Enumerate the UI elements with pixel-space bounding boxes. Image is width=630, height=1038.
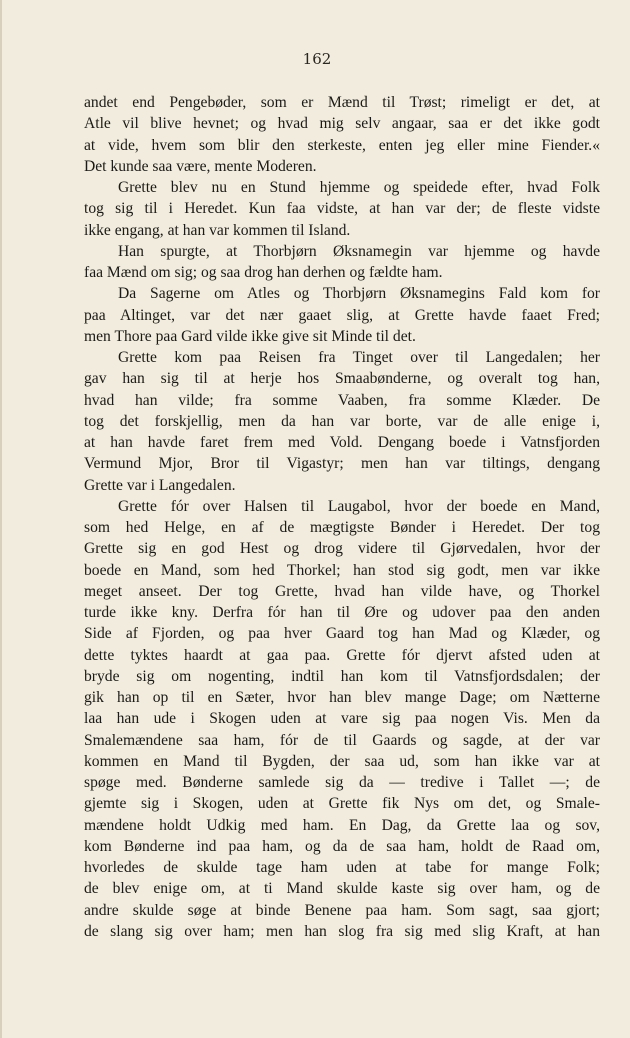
text-line: at han havde faret frem med Vold. Dengang boede i Vatnsfjorden [84,434,600,451]
text-line: Grette var i Langedalen. [84,476,236,494]
text-line: gav han sig til at herje hos Smaabønderne, og overalt tog han, [84,370,600,388]
body-text [84,92,600,942]
text-line: Grette sig en god Hest og drog videre til Gjørvedalen, hvor der [84,540,600,558]
text-line: andre skulde søge at binde Benene paa ham. Som sagt, saa gjort; [84,901,600,919]
text-line: laa han ude i Skogen uden at vare sig paa nogen Vis. Men da [84,710,600,728]
text-line: Grette fór over Halsen til Laugabol, hvor der boede en Mand, [118,497,600,515]
text-line: meget anseet. Der tog Grette, hvad han vilde have, og Thorkel [84,582,600,600]
text-line: faa Mænd om sig; og saa drog han derhen og fældte ham. [84,264,443,281]
text-line: paa Altinget, var det nær gaaet slig, at Grette havde faaet Fred; [84,306,600,324]
text-line: Smalemændene saa ham, fór de til Gaards og sagde, at der var [84,731,600,749]
text-line: Atle vil blive hevnet; og hvad mig selv angaar, saa er det ikke godt [84,115,600,133]
text-line: Grette blev nu en Stund hjemme og speidede efter, hvad Folk [118,179,600,196]
text-line: bryde sig om nogenting, indtil han kom til Vatnsfjordsdalen; der [84,667,600,685]
text-line: Da Sagerne om Atles og Thorbjørn Øksnamegins Fald kom for [118,285,600,303]
text-line: tog det forskjellig, men da han var borte, var de alle enige i, [84,412,600,430]
text-line: gik han op til en Sæter, hvor han blev mange Dage; om Nætterne [84,689,600,706]
text-line: dette tyktes haardt at gaa paa. Grette fór djervt afsted uden at [84,646,600,664]
text-line: kommen en Mand til Bygden, der saa ud, som han ikke var at [84,752,600,770]
text-line: hvad han vilde; fra somme Vaaben, fra somme Klæder. De [84,391,600,409]
text-line: spøge med. Bønderne samlede sig da — tredive i Tallet —; de [84,774,600,791]
text-line: de blev enige om, at ti Mand skulde kaste sig over ham, og de [84,880,600,898]
text-line: de slang sig over ham; men han slog fra sig med slig Kraft, at han [84,922,600,940]
text-line: mændene holdt Udkig med ham. En Dag, da Grette laa og sov, [84,816,600,834]
text-line: boede en Mand, som hed Thorkel; han stod sig godt, men var ikke [84,561,600,579]
text-line: ikke engang, at han var kommen til Island. [84,221,351,239]
text-line: tog sig til i Heredet. Kun faa vidste, at han var der; de fleste vidste [84,200,600,218]
text-line: at vide, hvem som blir den sterkeste, enten jeg eller mine Fiender.« [84,136,600,154]
text-line: gjemte sig i Skogen, uden at Grette fik Nys om det, og Smale- [84,795,600,813]
text-line: Grette kom paa Reisen fra Tinget over til Langedalen; her [118,349,600,366]
text-line: Side af Fjorden, og paa hver Gaard tog han Mad og Klæder, og [84,625,600,643]
text-line: kom Bønderne ind paa ham, og da de saa ham, holdt de Raad om, [84,837,600,855]
text-line: andet end Pengebøder, som er Mænd til Trøst; rimeligt er det, at [84,94,600,111]
text-line: Vermund Mjor, Bror til Vigastyr; men han var tiltings, dengang [84,455,600,473]
text-line: som hed Helge, en af de mægtigste Bønder i Heredet. Der tog [84,519,600,536]
text-line: turde ikke kny. Derfra fór han til Øre og udover paa den anden [84,604,600,621]
text-line: Han spurgte, at Thorbjørn Øksnamegin var hjemme og havde [118,242,600,260]
page-number: 162 [302,50,332,68]
text-line: Det kunde saa være, mente Moderen. [84,157,317,175]
text-line: men Thore paa Gard vilde ikke give sit Minde til det. [84,327,416,345]
text-line: hvorledes de skulde tage ham uden at tabe for mange Folk; [84,859,600,876]
